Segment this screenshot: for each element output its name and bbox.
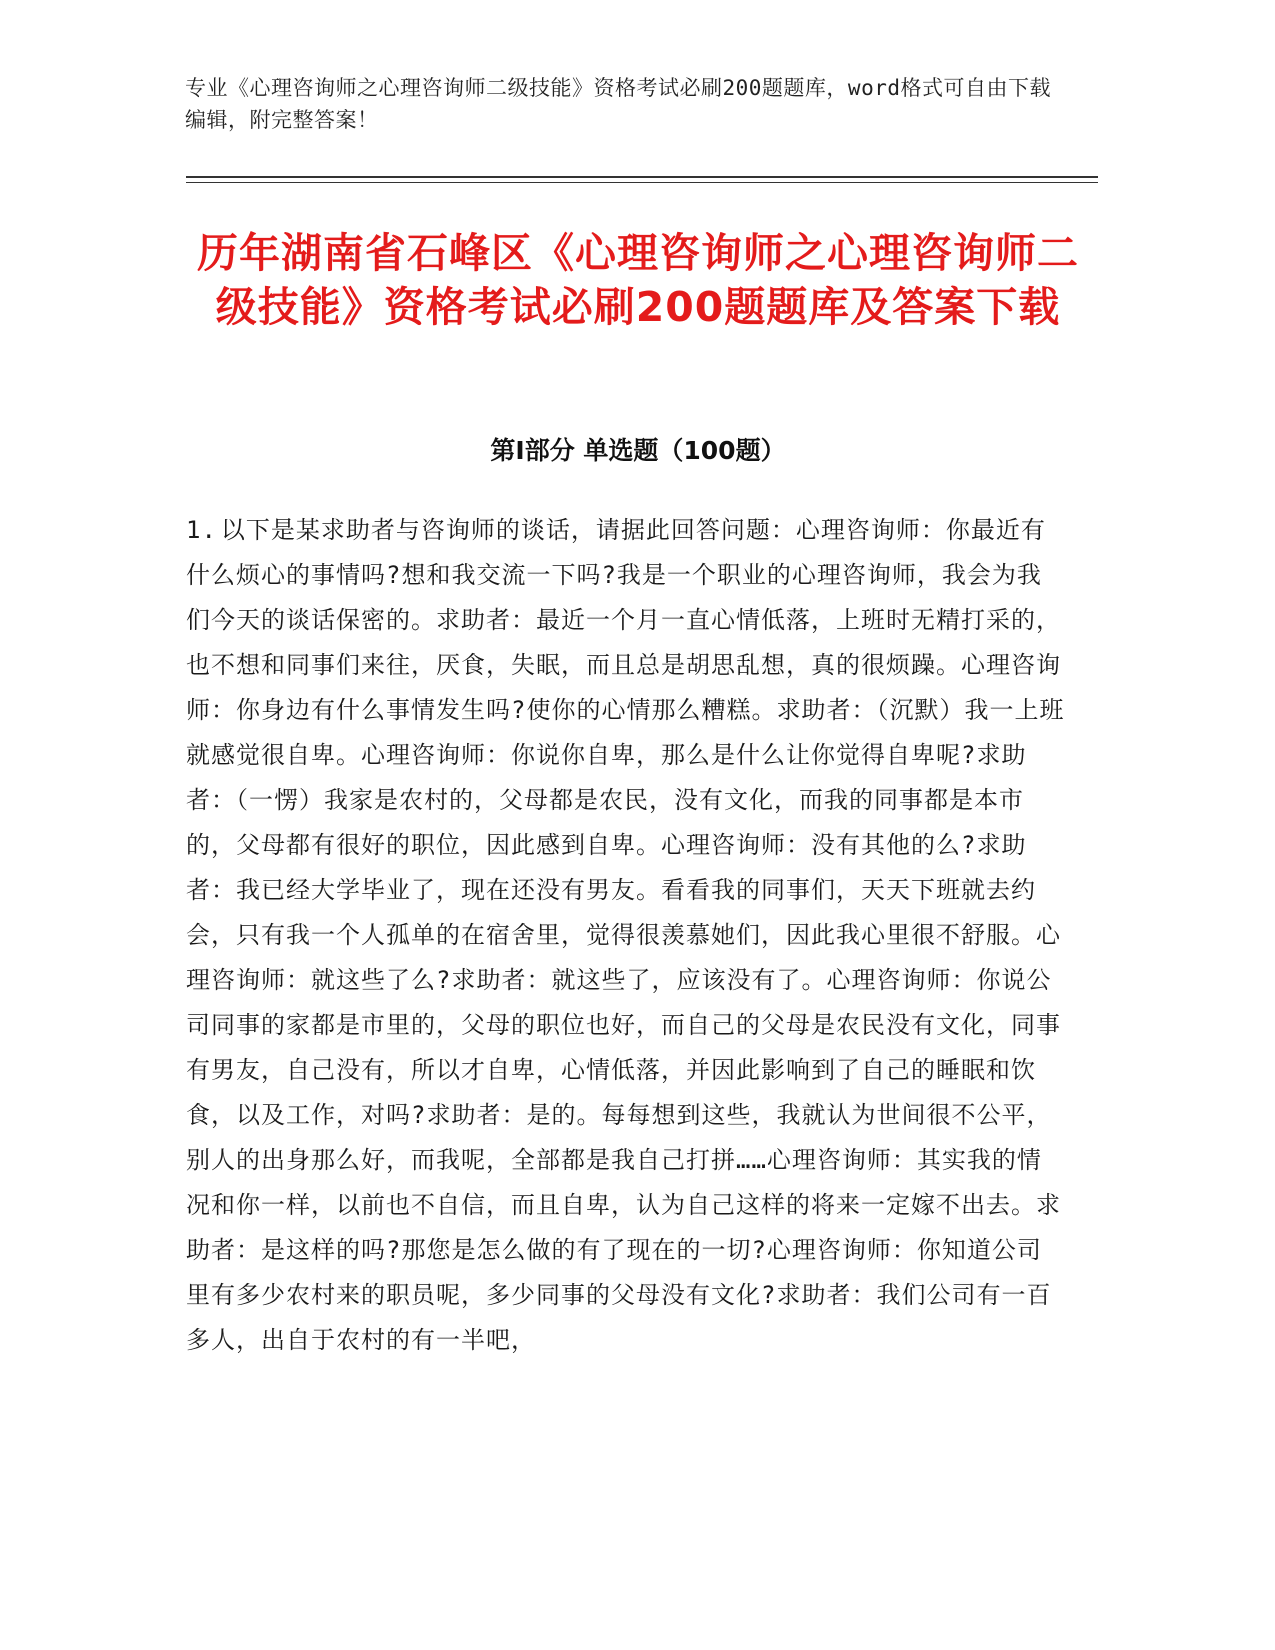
header-divider-thick <box>186 176 1098 178</box>
header-divider-thin <box>186 182 1098 183</box>
section-heading: 第Ⅰ部分 单选题（100题） <box>490 436 786 465</box>
question-item <box>186 508 1066 1363</box>
question-text: 以下是某求助者与咨询师的谈话，请据此回答问题：心理咨询师：你最近有什么烦心的事情吗?想和我交流一下吗?我是一个职业的心理咨询师，我会为我们今天的谈话保密的。求助者：最近一个月一直心情低落，上班时无精打采的，也不想和同事们来往，厌食，失眠，而且总是胡思乱想，真的很烦躁。心理咨询师：你身边有什么事情发生吗?使你的心情那么糟糕。求助者：（沉默）我一上班就感觉很自卑。心理咨询师：你说你自卑，那么是什么让你觉得自卑呢?求助者：（一愣）我家是农村的，父母都是农民，没有文化，而我的同事都是本市的，父母都有很好的职位，因此感到自卑。心理咨询师：没有其他的么?求助者：我已经大学毕业了，现在还没有男友。看看我的同事们，天天下班就去约会，只有我一个人孤单的在宿舍里，觉得很羡慕她们，因此我心里很不舒服。心理咨询师：就这些了么?求助者：就这些了，应该没有了。心理咨询师：你说公司同事的家都是市里的，父母的职位也好，而自己的父母是农民没有文化，同事有男友，自己没有，所以才自卑，心情低落，并因此影响到了自己的睡眠和饮食，以及工作，对吗?求助者：是的。每每想到这些，我就认为世间很不公平，别人的出身那么好，而我呢，全部都是我自己打拼……心理咨询师：其实我的情况和你一样，以前也不自信，而且自卑，认为自己这样的将来一定嫁不出去。求助者：是这样的吗?那您是怎么做的有了现在的一切?心理咨询师：你知道公司里有多少农村来的职员呢，多少同事的父母没有文化?求助者：我们公司有一百多人，出自于农村的有一半吧， <box>186 516 1065 1354</box>
header-note: 专业《心理咨询师之心理咨询师二级技能》资格考试必刷200题题库，word格式可自由下载编辑，附完整答案！ <box>185 76 1051 132</box>
question-number: 1. <box>186 516 217 544</box>
document-title: 历年湖南省石峰区《心理咨询师之心理咨询师二级技能》资格考试必刷200题题库及答案下载 <box>197 229 1079 331</box>
